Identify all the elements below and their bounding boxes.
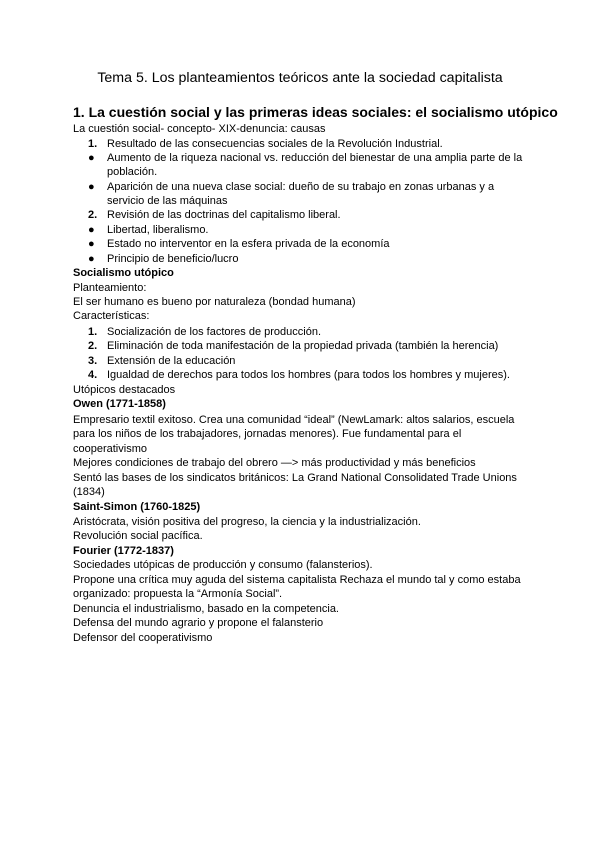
list-marker: 2. bbox=[88, 209, 98, 221]
subheading-owen: Owen (1771-1858) bbox=[73, 398, 166, 410]
bullet-marker: ● bbox=[88, 181, 95, 193]
paragraph-line: para los niños de los trabajadores, jornadas menores). Fue fundamental para el bbox=[73, 428, 462, 440]
paragraph-line: Sentó las bases de los sindicatos británicos: La Grand National Consolidated Trade Unions bbox=[73, 472, 517, 484]
caracteristicas-label: Características: bbox=[73, 310, 150, 322]
list-item: Eliminación de toda manifestación de la propiedad privada (también la herencia) bbox=[107, 340, 499, 352]
list-marker: 1. bbox=[88, 326, 98, 338]
bullet-marker: ● bbox=[88, 253, 95, 265]
list-item: Igualdad de derechos para todos los hombres (para todos los hombres y mujeres). bbox=[107, 369, 510, 381]
list-item: Extensión de la educación bbox=[107, 355, 236, 367]
list-item: Libertad, liberalismo. bbox=[107, 224, 209, 236]
bullet-marker: ● bbox=[88, 224, 95, 236]
intro-text: La cuestión social- concepto- XIX-denuncia: causas bbox=[73, 123, 326, 135]
paragraph-line: Empresario textil exitoso. Crea una comunidad “ideal” (NewLamark: altos salarios, escuela bbox=[73, 414, 515, 426]
list-marker: 3. bbox=[88, 355, 98, 367]
list-item: Aumento de la riqueza nacional vs. reducción del bienestar de una amplia parte de la bbox=[107, 152, 523, 164]
paragraph-line: Sociedades utópicas de producción y consumo (falansterios). bbox=[73, 559, 373, 571]
list-item: Revisión de las doctrinas del capitalismo liberal. bbox=[107, 209, 341, 221]
planteamiento-label: Planteamiento: bbox=[73, 282, 147, 294]
planteamiento-text: El ser humano es bueno por naturaleza (bondad humana) bbox=[73, 296, 356, 308]
section-heading: 1. La cuestión social y las primeras ideas sociales: el socialismo utópico bbox=[73, 104, 558, 120]
list-item-continuation: servicio de las máquinas bbox=[107, 195, 228, 207]
list-item: Socialización de los factores de producción. bbox=[107, 326, 322, 338]
bullet-marker: ● bbox=[88, 152, 95, 164]
list-item: Aparición de una nueva clase social: dueño de su trabajo en zonas urbanas y a bbox=[107, 181, 495, 193]
list-marker: 2. bbox=[88, 340, 98, 352]
paragraph-line: Propone una crítica muy aguda del sistema capitalista Rechaza el mundo tal y como estaba bbox=[73, 574, 521, 586]
paragraph-line: Mejores condiciones de trabajo del obrero —> más productividad y más beneficios bbox=[73, 457, 476, 469]
list-marker: 4. bbox=[88, 369, 98, 381]
paragraph-line: cooperativismo bbox=[73, 443, 147, 455]
subheading-fourier: Fourier (1772-1837) bbox=[73, 545, 174, 557]
paragraph-line: organizado: propuesta la “Armonía Social”. bbox=[73, 588, 283, 600]
list-item: Estado no interventor en la esfera privada de la economía bbox=[107, 238, 390, 250]
paragraph-line: (1834) bbox=[73, 486, 105, 498]
destacados-label: Utópicos destacados bbox=[73, 384, 176, 396]
list-item: Principio de beneficio/lucro bbox=[107, 253, 239, 265]
list-item-continuation: población. bbox=[107, 166, 158, 178]
paragraph-line: Revolución social pacífica. bbox=[73, 530, 203, 542]
paragraph-line: Denuncia el industrialismo, basado en la competencia. bbox=[73, 603, 339, 615]
paragraph-line: Defensor del cooperativismo bbox=[73, 632, 213, 644]
paragraph-line: Aristócrata, visión positiva del progreso, la ciencia y la industrialización. bbox=[73, 516, 421, 528]
list-item: Resultado de las consecuencias sociales de la Revolución Industrial. bbox=[107, 138, 443, 150]
page-title: Tema 5. Los planteamientos teóricos ante la sociedad capitalista bbox=[97, 70, 503, 86]
subheading-socialismo: Socialismo utópico bbox=[73, 267, 174, 279]
list-marker: 1. bbox=[88, 138, 98, 150]
subheading-saint-simon: Saint-Simon (1760-1825) bbox=[73, 501, 201, 513]
paragraph-line: Defensa del mundo agrario y propone el falansterio bbox=[73, 617, 324, 629]
bullet-marker: ● bbox=[88, 238, 95, 250]
